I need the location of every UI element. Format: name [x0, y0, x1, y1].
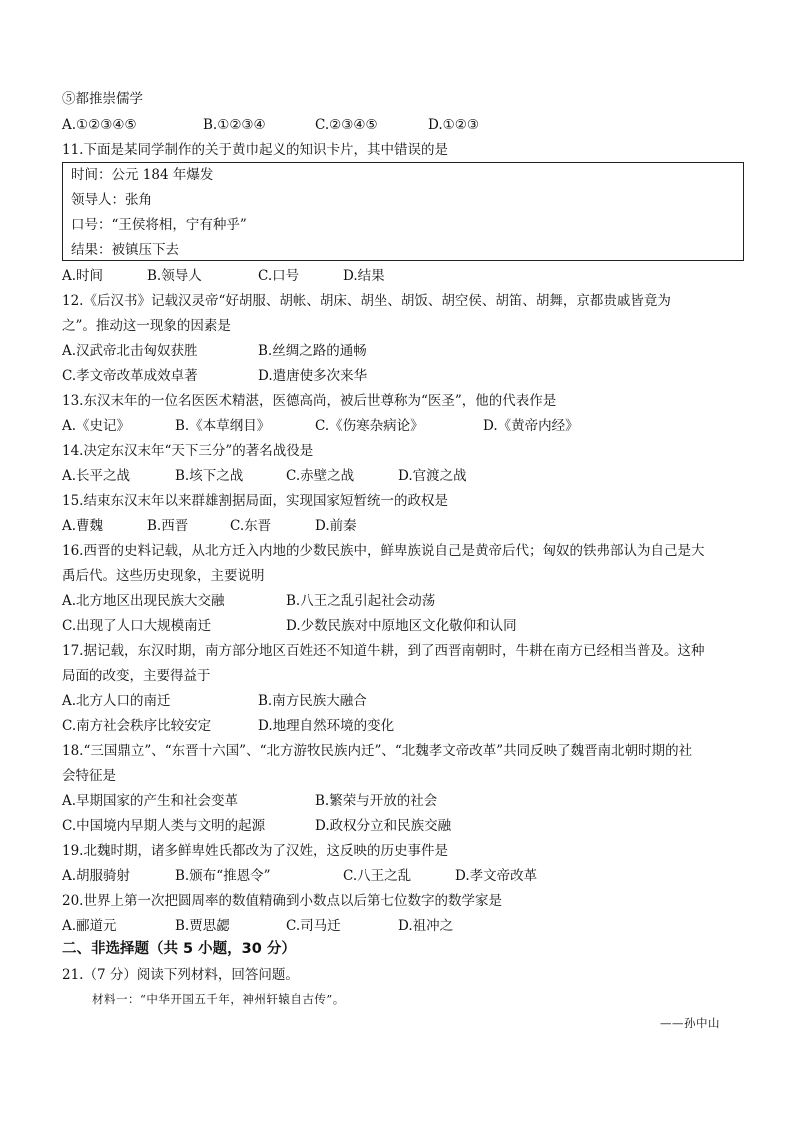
q12-option-d: D.遣唐使多次来华 — [258, 368, 368, 384]
q10-option-a: A.①②③④⑤ — [62, 117, 137, 133]
q17-stem-line1: 17.据记载，东汉时期，南方部分地区百姓还不知道牛耕，到了西晋南朝时，牛耕在南方已经相当普及。这种 — [62, 643, 705, 659]
q14-option-a: A.长平之战 — [62, 468, 131, 484]
q16-stem-line1: 16.西晋的史料记载，从北方迁入内地的少数民族中，鲜卑族说自己是黄帝后代；匈奴的铁弗部认为自己是大 — [62, 543, 705, 559]
q21-stem: 21.（7 分）阅读下列材料，回答问题。 — [62, 967, 299, 983]
q12-stem-line2: 之”。推动这一现象的因素是 — [62, 318, 231, 334]
q14-option-b: B.垓下之战 — [175, 468, 244, 484]
q21-material1: 材料一：“中华开国五千年，神州轩辕自古传”。 — [92, 992, 345, 1006]
q21-source: ——孙中山 — [660, 1016, 720, 1030]
q12-option-c: C.孝文帝改革成效卓著 — [62, 368, 198, 384]
q16-option-c: C.出现了人口大规模南迁 — [62, 618, 212, 634]
q10-option-c: C.②③④⑤ — [315, 117, 378, 133]
q13-option-c: C.《伤寒杂病论》 — [315, 418, 424, 434]
q17-option-a: A.北方人口的南迁 — [62, 693, 171, 709]
card-row-result: 结果：被镇压下去 — [71, 242, 179, 258]
q19-option-c: C.八王之乱 — [343, 868, 412, 884]
card-row-time: 时间：公元 184 年爆发 — [71, 167, 214, 183]
q16-stem-line2: 禹后代。这些历史现象，主要说明 — [62, 568, 265, 584]
q13-option-d: D.《黄帝内经》 — [483, 418, 579, 434]
q11-stem: 11.下面是某同学制作的关于黄巾起义的知识卡片，其中错误的是 — [62, 142, 448, 158]
q15-option-d: D.前秦 — [315, 518, 357, 534]
q18-stem-line1: 18.“三国鼎立”、“东晋十六国”、“北方游牧民族内迁”、“北魏孝文帝改革”共同反映了魏晋南北朝时期的社 — [62, 743, 693, 759]
q12-option-b: B.丝绸之路的通畅 — [258, 343, 367, 359]
q16-option-b: B.八王之乱引起社会动荡 — [286, 593, 436, 609]
q18-option-b: B.繁荣与开放的社会 — [315, 793, 438, 809]
q11-option-c: C.口号 — [258, 268, 300, 284]
q19-option-a: A.胡服骑射 — [62, 868, 131, 884]
q15-option-b: B.西晋 — [147, 518, 189, 534]
q20-option-d: D.祖冲之 — [398, 918, 454, 934]
q14-option-c: C.赤壁之战 — [286, 468, 355, 484]
q11-option-b: B.领导人 — [147, 268, 202, 284]
q18-option-a: A.早期国家的产生和社会变革 — [62, 793, 239, 809]
q17-stem-line2: 局面的改变，主要得益于 — [62, 668, 211, 684]
q19-option-b: B.颁布“推恩令” — [175, 868, 271, 884]
q10-option-b: B.①②③④ — [203, 117, 266, 133]
card-row-leader: 领导人：张角 — [71, 192, 152, 208]
q20-option-c: C.司马迁 — [286, 918, 341, 934]
knowledge-card — [62, 162, 744, 261]
q15-stem: 15.结束东汉末年以来群雄割据局面，实现国家短暂统一的政权是 — [62, 493, 448, 509]
section-heading: 二、非选择题（共 5 小题，30 分） — [62, 941, 296, 957]
q17-option-c: C.南方社会秩序比较安定 — [62, 718, 212, 734]
q12-option-a: A.汉武帝北击匈奴获胜 — [62, 343, 198, 359]
q10-option-d: D.①②③ — [428, 117, 479, 133]
q18-option-d: D.政权分立和民族交融 — [315, 818, 452, 834]
q20-option-a: A.郦道元 — [62, 918, 117, 934]
q19-stem: 19.北魏时期，诸多鲜卑姓氏都改为了汉姓，这反映的历史事件是 — [62, 843, 448, 859]
q11-option-a: A.时间 — [62, 268, 104, 284]
q13-option-a: A.《史记》 — [62, 418, 131, 434]
q12-stem-line1: 12.《后汉书》记载汉灵帝“好胡服、胡帐、胡床、胡坐、胡饭、胡空侯、胡笛、胡舞，京都贵戚皆竟为 — [62, 293, 671, 309]
q13-option-b: B.《本草纲目》 — [175, 418, 271, 434]
q20-option-b: B.贾思勰 — [175, 918, 230, 934]
q18-stem-line2: 会特征是 — [62, 768, 116, 784]
q17-option-b: B.南方民族大融合 — [258, 693, 367, 709]
q16-option-d: D.少数民族对中原地区文化敬仰和认同 — [286, 618, 517, 634]
q20-stem: 20.世界上第一次把圆周率的数值精确到小数点以后第七位数字的数学家是 — [62, 893, 502, 909]
q13-stem: 13.东汉末年的一位名医医术精湛，医德高尚，被后世尊称为“医圣”，他的代表作是 — [62, 393, 557, 409]
q18-option-c: C.中国境内早期人类与文明的起源 — [62, 818, 266, 834]
q11-option-d: D.结果 — [343, 268, 385, 284]
q17-option-d: D.地理自然环境的变化 — [258, 718, 395, 734]
q15-option-a: A.曹魏 — [62, 518, 104, 534]
q19-option-d: D.孝文帝改革 — [455, 868, 538, 884]
q14-option-d: D.官渡之战 — [398, 468, 467, 484]
q16-option-a: A.北方地区出现民族大交融 — [62, 593, 225, 609]
q15-option-c: C.东晋 — [230, 518, 272, 534]
card-row-slogan: 口号：“王侯将相，宁有种乎” — [71, 217, 247, 233]
q14-stem: 14.决定东汉末年“天下三分”的著名战役是 — [62, 443, 314, 459]
q10-item5: ⑤都推崇儒学 — [62, 91, 143, 107]
